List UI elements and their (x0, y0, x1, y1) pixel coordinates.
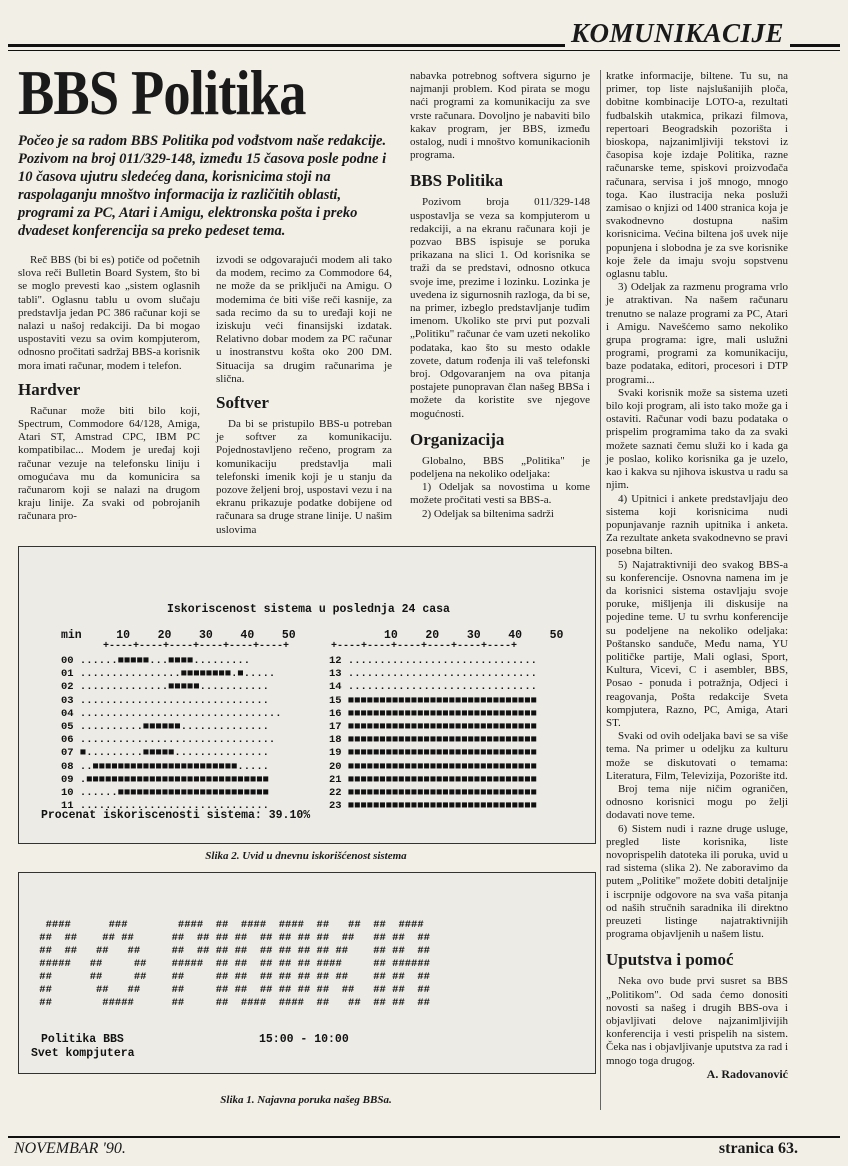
banner-line: ## ## ## ## ## ## ## ## ## ## ## ## ## ## ## ## (33, 945, 430, 957)
banner-line: ## ## ## ## ## ## ## ## ## ## ## ## ## ## (33, 971, 430, 983)
usage-row: 02 ..............■■■■■........... (61, 681, 269, 694)
banner-line: ## ## ## ## ## ## ## ## ## ## ## ## ## ## ## ## (33, 932, 430, 944)
paragraph: Globalno, BBS „Politika" je podeljena na nekoliko odeljaka: (410, 454, 590, 481)
subheading-softver: Softver (216, 393, 269, 413)
usage-row: 14 .............................. (329, 681, 537, 694)
banner-line: ## ##### ## ## #### #### ## ## ## ## ## (33, 997, 430, 1009)
paragraph: Računar može biti bilo koji, Spectrum, Commodore 64/128, Amiga, Atari ST, Amstrad CPC, IBM PC kompatibilac... Modem je uređaj koji računar vezuje na telefonsku liniju i omogućava mu da komunicira sa računarom koji se nalazi na drugom kraju linije. Za svaki od pobrojanih računara pro- (18, 404, 200, 523)
usage-row: 13 .............................. (329, 668, 537, 681)
column-2 (216, 254, 392, 537)
section-title: KOMUNIKACIJE (565, 18, 790, 49)
usage-row: 22 ■■■■■■■■■■■■■■■■■■■■■■■■■■■■■■ (329, 787, 537, 800)
article-title: BBS Politika (18, 57, 306, 128)
subheading-bbs-politika: BBS Politika (410, 171, 504, 191)
column-1 (18, 254, 200, 524)
usage-row: 01 ................■■■■■■■■.■..... (61, 668, 276, 681)
usage-row: 08 ..■■■■■■■■■■■■■■■■■■■■■■■..... (61, 760, 269, 773)
paragraph: 1) Odeljak sa novostima u kome možete pročitati vesti sa BBS-a. (410, 481, 590, 507)
axis-right: +----+----+----+----+----+----+ (331, 641, 518, 652)
bbs-publisher: Svet kompjutera (31, 1047, 135, 1060)
usage-row: 20 ■■■■■■■■■■■■■■■■■■■■■■■■■■■■■■ (329, 760, 537, 773)
scale-left: min 10 20 30 40 50 (61, 629, 296, 642)
header-rule-thin (8, 50, 840, 51)
paragraph: Broj tema nije ničim ograničen, odnosno korisnici mogu po želji dodavati nove teme. (606, 782, 788, 822)
banner-line: ## ## ## ## ## ## ## ## ## ## ## ## ## ## (33, 984, 430, 996)
page-number: stranica 63. (718, 1140, 798, 1157)
paragraph: 2) Odeljak sa biltenima sadrži (422, 507, 554, 520)
paragraph: izvodi se odgovarajući modem ali tako da modem, recimo za Commodore 64, ne može da se priključi na Amigu. O modemima će biti više reči kasnije, za sada recimo da su to uređaji koji ne iziskuju veći finansijski izdatak. Relativno dobar modem za PC računar u inostranstvu košta oko 200 DM. Situacija sa drugim računarima je slična. (216, 254, 392, 385)
usage-row: 07 ■.........■■■■■............... (61, 747, 269, 760)
paragraph: Svaki korisnik može sa sistema uzeti bilo koji program, ali isto tako može ga i ostaviti. Računar vodi bazu podataka o prispelim programima tako da za svaki možete saznati čemu služi ko i kada ga je poslao, koliko korisnika ga je uzelo, kao i kakva su njihova iskustva u radu sa njim. (606, 386, 788, 492)
usage-percent: Procenat iskoriscenosti sistema: 39.10% (41, 809, 311, 822)
column-divider (600, 70, 601, 1110)
usage-row: 23 ■■■■■■■■■■■■■■■■■■■■■■■■■■■■■■ (329, 800, 537, 813)
usage-row: 04 ................................ (61, 707, 282, 720)
column-4 (606, 70, 788, 1081)
screen-title: Iskoriscenost sistema u poslednja 24 casa (167, 603, 450, 616)
paragraph: 4) Upitnici i ankete predstavljaju deo sistema koji korisnicima nudi popunjavanje raznih upitnika i anketa. Za rezultate anketa svakodnevno se pravi posebna bilten. (606, 492, 788, 558)
paragraph: kratke informacije, biltene. Tu su, na primer, top liste najslušanijih ploča, dobitne kombinacije LOTO-a, rezultati fudbalskih utakmica, prikazi filmova, repertoari Beogradskih pozorišta i bioskopa, najzanimljiviji tekstovi iz časopisa koje izdaje Politika, razne računarske teme, spiskovi proizvođača računara, servisa i još mnogo, mnogo toga. Kao ilustracija neka posluži zamisao o knjizi od 1400 stranica koja je svakodnevno dostupna našim korisnicima. Većina biltena još uvek nije popunjena i slobodna je za sve korisnike koje žele da imaju svoju sopstvenu oglasnu tablu. (606, 70, 788, 281)
usage-row: 06 ............................... (61, 734, 276, 747)
paragraph: Neka ovo bude prvi susret sa BBS „Politikom". Od sada ćemo donositi novosti sa našeg i drugih BBS-ova i objavljivati delove najzanimljivijih konferencija i vesti prispelih na sistem. Čeka nas i objavljivanje uputstva za rad i mnogo toga drugog. (606, 975, 788, 1067)
subheading-uputstva: Uputstva i pomoć (606, 950, 734, 970)
subheading-hardver: Hardver (18, 379, 81, 399)
paragraph: Svaki od ovih odeljaka bavi se sa više tema. Na primer u odeljku za kulturu može se diskutovati o temama: Literatura, Film, Televizija, Pozorište itd. (606, 730, 788, 782)
paragraph: nabavka potrebnog softvera sigurno je najmanji problem. Kod pirata se mogu naći programi za komunikaciju za sve vrste računara. Dovoljno je nabaviti bilo kakav program, jer BBS, između ostalog, nudi i mnoštvo komunikacionih programa. (410, 70, 590, 162)
paragraph: 3) Odeljak za razmenu programa vrlo je atraktivan. Na našem računaru trenutno se nalaze programi za PC, Atari i Amigu. Navešćemo samo nekoliko grupa programa: igre, mali uslužni programi, programi za komunikaciju, baze podataka, editori, procesori i DTP programi... (606, 281, 788, 386)
usage-row: 17 ■■■■■■■■■■■■■■■■■■■■■■■■■■■■■■ (329, 721, 537, 734)
usage-row: 12 .............................. (329, 655, 537, 667)
footer-rule (8, 1136, 840, 1138)
usage-row: 10 ......■■■■■■■■■■■■■■■■■■■■■■■■ (61, 787, 269, 800)
usage-rows-left (61, 655, 282, 813)
author-signature: A. Radovanović (706, 1066, 788, 1081)
bbs-name: Politika BBS (41, 1033, 124, 1046)
usage-row: 11 .............................. (61, 800, 269, 813)
paragraph: Reč BBS (bi bi es) potiče od početnih slova reči Bulletin Board System, što bi se moglo prevesti kao „sistem oglasnih tabli". Oglasnu tablu u ovom slučaju predstavlja jedan PC 386 računar koji se nalazi u našoj redakciji. Da bi mogao uspostaviti vezu sa ovim kompjuterom, odnosno pročitati sadržaj BBS-a korisnik mora imati računar, modem i telefon. (18, 254, 200, 372)
figure-banner-screen (18, 872, 596, 1074)
paragraph: 5) Najatraktivniji deo svakog BBS-a su konferencije. Osnovna namena im je da korisnici sistema ostavljaju svoje poruke, mišljenja ili diskusije na pojedine teme. U tu svrhu konferencije su podeljene na nekoliko odeljaka: Poštansko sanduče, Među nama, YU političke partije, Mali oglasi, Sport, Kultura, Vicevi, C i asembler, BBS, Posao - ponuda i potražnja, Odjeci i reagovanja, Pošta redakcije Sveta kompjutera, Razno, PC, Amiga, Atari ST. (606, 558, 788, 729)
usage-row: 00 ......■■■■■...■■■■......... (61, 655, 251, 667)
figure-1-caption: Slika 1. Najavna poruka našeg BBSa. (220, 1094, 392, 1106)
bbs-hours: 15:00 - 10:00 (259, 1033, 349, 1046)
scale-right: 10 20 30 40 50 (384, 629, 564, 642)
usage-row: 05 ..........■■■■■■.............. (61, 721, 269, 734)
paragraph: Pozivom broja 011/329-148 uspostavlja se veza sa kompjuterom u redakciji, a na ekranu računara koji je pozvao BBS ispisuje se poruka prikazana na slici 1. Od korisnika se traži da se predstavi, odnosno otkuca svoje ime, prezime i lozinku. Lozinka je uvedena iz sigurnosnih razloga, da bi se, na primer, izbeglo predstavljanje tuđim imenom. Ukoliko ste prvi put pozvali „Politiku" računar će vam uzeti nekoliko podataka, kao što su mesto odakle zovete, datum rođenja ili vaš telefonski broj. Odgovaranjem na ova pitanja postajete punopravan član našeg BBSa i možete da koristite sve njegove mogućnosti. (410, 196, 590, 420)
usage-row: 09 .■■■■■■■■■■■■■■■■■■■■■■■■■■■■■ (61, 773, 269, 786)
usage-row: 03 .............................. (61, 694, 269, 707)
axis-left: +----+----+----+----+----+----+ (61, 641, 290, 652)
subheading-organizacija: Organizacija (410, 429, 505, 449)
usage-row: 19 ■■■■■■■■■■■■■■■■■■■■■■■■■■■■■■ (329, 747, 537, 760)
ascii-banner (33, 919, 430, 1010)
usage-row: 15 ■■■■■■■■■■■■■■■■■■■■■■■■■■■■■■ (329, 694, 537, 707)
banner-line: #### ### #### ## #### #### ## ## ## #### (33, 919, 424, 931)
figure-usage-screen (18, 546, 596, 844)
usage-row: 16 ■■■■■■■■■■■■■■■■■■■■■■■■■■■■■■ (329, 707, 537, 720)
usage-row: 18 ■■■■■■■■■■■■■■■■■■■■■■■■■■■■■■ (329, 734, 537, 747)
banner-line: ##### ## ## ##### ## ## ## ## ## #### ## ###### (33, 958, 430, 970)
usage-row: 21 ■■■■■■■■■■■■■■■■■■■■■■■■■■■■■■ (329, 773, 537, 786)
figure-2-caption: Slika 2. Uvid u dnevnu iskorišćenost sistema (205, 850, 407, 862)
usage-rows-right (329, 655, 537, 813)
column-3 (410, 70, 590, 521)
paragraph: 6) Sistem nudi i razne druge usluge, pregled liste korisnika, liste novoprispelih datoteka ili poruka, uvid u rad sistema (slika 2). Ne zaboravimo da putem „Politike" možete dobiti detaljnije i iscrpnije odgovore na sva vaša pitanja od naših stručnih saradnika ili direktno preuzeti listinge najatraktivnijih programa objavljenih u našem listu. (606, 822, 788, 941)
paragraph: Da bi se pristupilo BBS-u potreban je softver za komunikaciju. Pojednostavljeno rečeno, program za komunikaciju predstavlja mali telefonski imenik koji je u stanju da pozove željeni broj, uspostavi vezu i na ekranu prikazuje podatke dobijene od računara sa druge strane linije. U našim uslovima (216, 418, 392, 536)
article-lead: Počeo je sa radom BBS Politika pod vođstvom naše redakcije. Pozivom na broj 011/329-148, između 15 časova posle podne i 10 časova ujutru sledećeg dana, korisnicima stoji na raspolaganju mnoštvo informacija iz različitih oblasti, programi za PC, Atari i Amigu, elektronska pošta i preko dvadeset konferencija sa preko pedeset tema. (18, 133, 387, 239)
issue-date: NOVEMBAR '90. (14, 1140, 126, 1157)
